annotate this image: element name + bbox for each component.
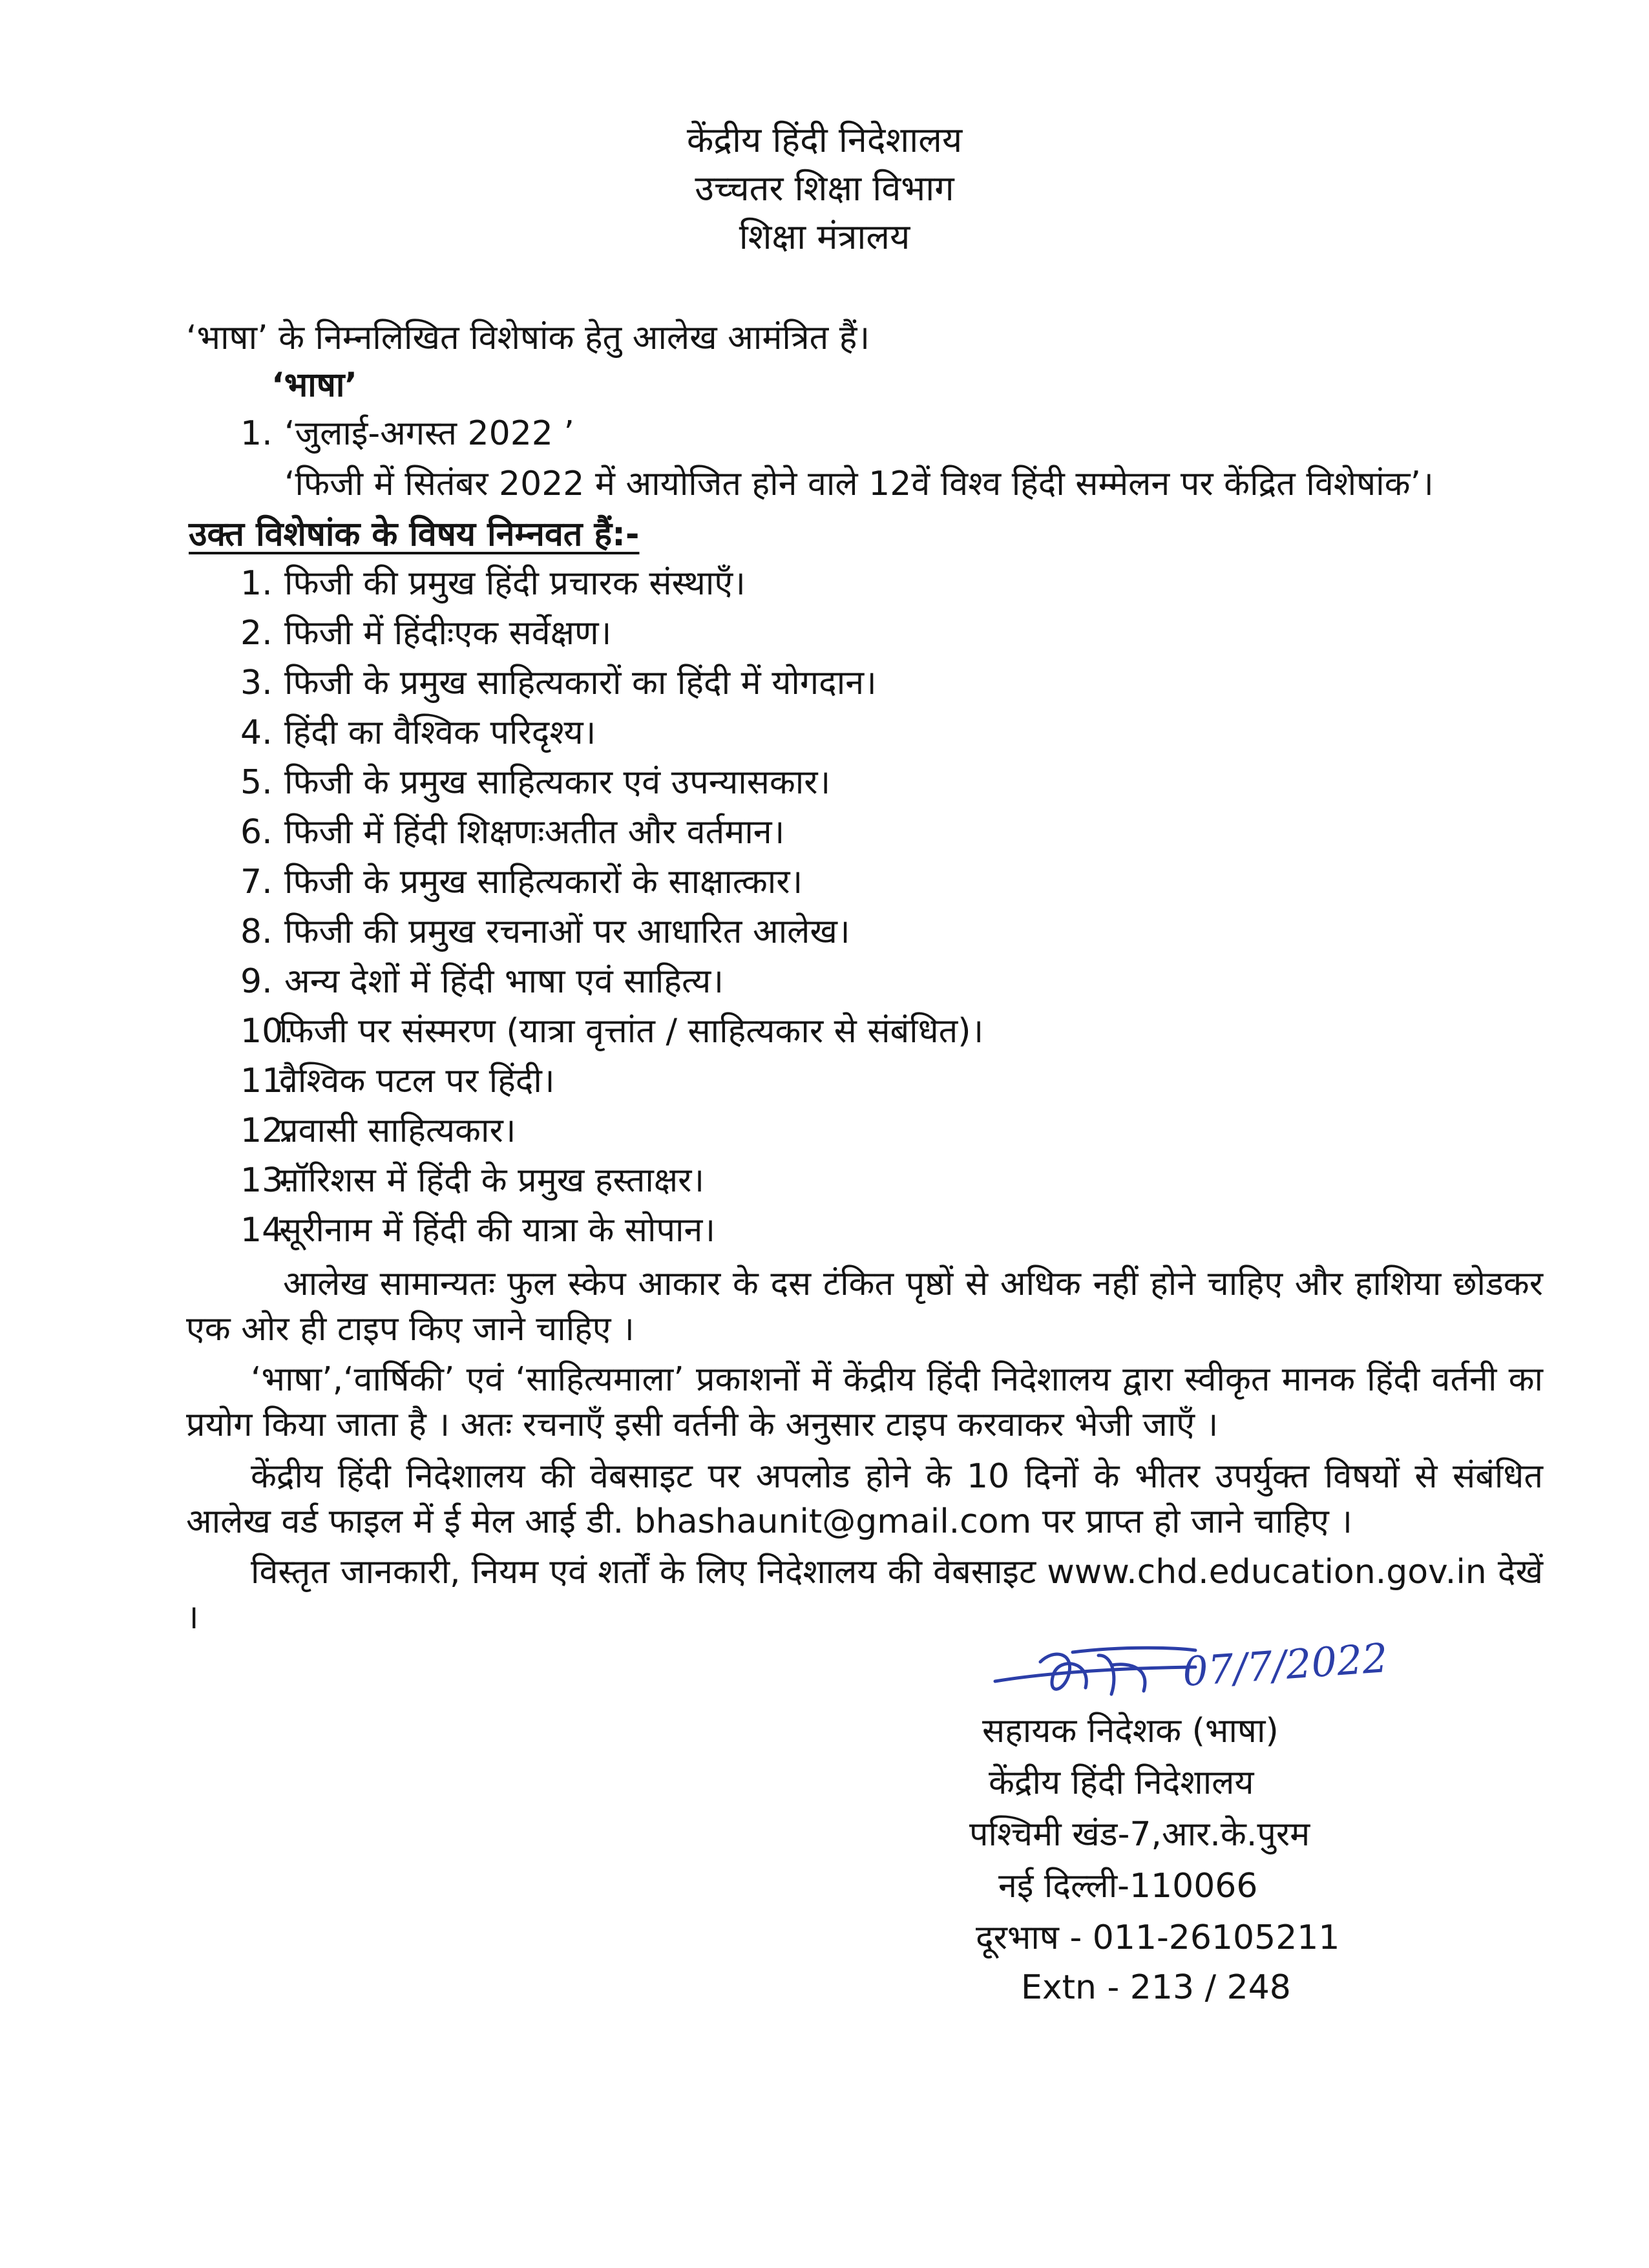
- signatory-address-line2: नई दिल्ली-110066: [998, 1867, 1258, 1906]
- topic-text: फिजी के प्रमुख साहित्यकार एवं उपन्यासकार।: [284, 763, 831, 802]
- paragraph-submission: [186, 1454, 1543, 1544]
- topic-number: 13.: [240, 1161, 294, 1200]
- topic-number: 6.: [240, 813, 273, 852]
- topic-text: फिजी में हिंदी शिक्षणःअतीत और वर्तमान।: [284, 813, 785, 852]
- paragraph-details-text: विस्तृत जानकारी, नियम एवं शर्तों के लिए निदेशालय की वेबसाइट www.chd.education.gov.in देखें ।: [186, 1553, 1543, 1637]
- paragraph-submission-text: केंद्रीय हिंदी निदेशालय की वेबसाइट पर अपलोड होने के 10 दिनों के भीतर उपर्युक्त विषयों से संबंधित आलेख वर्ड फाइल में ई मेल आई डी. bhashaunit@gmail.com पर प्राप्त हो जाने चाहिए ।: [186, 1457, 1543, 1541]
- topic-text: फिजी की प्रमुख हिंदी प्रचारक संस्थाएँ।: [284, 564, 746, 603]
- signatory-extension: Extn - 213 / 248: [1021, 1968, 1291, 2007]
- topic-number: 10.: [240, 1012, 294, 1051]
- paragraph-details: [186, 1549, 1543, 1640]
- topic-number: 9.: [240, 962, 273, 1001]
- signatory-address-line1: पश्चिमी खंड-7,आर.के.पुरम: [969, 1815, 1310, 1854]
- topics-heading: उक्त विशेषांक के विषय निम्नवत हैं:-: [189, 515, 640, 554]
- topic-text: फिजी के प्रमुख साहित्यकारों का हिंदी में योगदान।: [284, 664, 877, 702]
- paragraph-format-text: आलेख सामान्यतः फुल स्केप आकार के दस टंकित पृष्ठों से अधिक नहीं होने चाहिए और हाशिया छोडकर एक ओर ही टाइप किए जाने चाहिए ।: [186, 1265, 1543, 1349]
- topic-text: हिंदी का वैश्विक परिदृश्य।: [284, 713, 596, 752]
- topic-text: सूरीनाम में हिंदी की यात्रा के सोपान।: [279, 1211, 716, 1250]
- topic-number: 1.: [240, 564, 273, 603]
- signatory-office: केंद्रीय हिंदी निदेशालय: [989, 1763, 1254, 1802]
- topic-text: वैश्विक पटल पर हिंदी।: [279, 1062, 555, 1100]
- topic-number: 14.: [240, 1211, 294, 1250]
- header-ministry: शिक्षा मंत्रालय: [739, 216, 910, 257]
- topic-number: 5.: [240, 763, 273, 802]
- issue-number: 1.: [240, 414, 273, 453]
- topic-text: प्रवासी साहित्यकार।: [279, 1111, 516, 1150]
- paragraph-spelling-text: ‘भाषा’,‘वार्षिकी’ एवं ‘साहित्यमाला’ प्रकाशनों में केंद्रीय हिंदी निदेशालय द्वारा स्वीकृत मानक हिंदी वर्तनी का प्रयोग किया जाता है । अतः रचनाएँ इसी वर्तनी के अनुसार टाइप करवाकर भेजी जाएँ ।: [186, 1360, 1543, 1444]
- topic-text: फिजी में हिंदीःएक सर्वेक्षण।: [284, 614, 612, 653]
- topic-text: मॉरिशस में हिंदी के प्रमुख हस्ताक्षर।: [279, 1161, 705, 1200]
- topic-text: फिजी की प्रमुख रचनाओं पर आधारित आलेख।: [284, 912, 850, 951]
- topic-number: 4.: [240, 713, 273, 752]
- topic-text: अन्य देशों में हिंदी भाषा एवं साहित्य।: [284, 962, 724, 1001]
- topic-number: 2.: [240, 614, 273, 653]
- topic-text: फिजी पर संस्मरण (यात्रा वृत्तांत / साहित्यकार से संबंधित)।: [279, 1012, 984, 1051]
- topic-number: 11.: [240, 1062, 294, 1100]
- intro-line: ‘भाषा’ के निम्नलिखित विशेषांक हेतु आलेख आमंत्रित हैं।: [186, 319, 870, 357]
- topic-number: 7.: [240, 863, 273, 901]
- issue-title: ‘जुलाई-अगस्त 2022 ’: [284, 414, 574, 453]
- issue-description: ‘फिजी में सितंबर 2022 में आयोजित होने वाले 12वें विश्व हिंदी सम्मेलन पर केंद्रित विशेषांक’।: [284, 465, 1434, 503]
- signatory-designation: सहायक निदेशक (भाषा): [982, 1712, 1279, 1750]
- topic-number: 12.: [240, 1111, 294, 1150]
- header-ministry-office: केंद्रीय हिंदी निदेशालय: [686, 120, 963, 160]
- paragraph-format: [186, 1261, 1543, 1352]
- topic-number: 3.: [240, 664, 273, 702]
- topic-number: 8.: [240, 912, 273, 951]
- journal-name: ‘भाषा’: [271, 366, 358, 404]
- topic-text: फिजी के प्रमुख साहित्यकारों के साक्षात्कार।: [284, 863, 803, 901]
- signatory-phone: दूरभाष - 011-26105211: [976, 1918, 1340, 1957]
- paragraph-spelling: [186, 1357, 1543, 1447]
- handwritten-date: 07/7/2022: [1181, 1634, 1390, 1696]
- header-department: उच्चतर शिक्षा विभाग: [695, 168, 954, 209]
